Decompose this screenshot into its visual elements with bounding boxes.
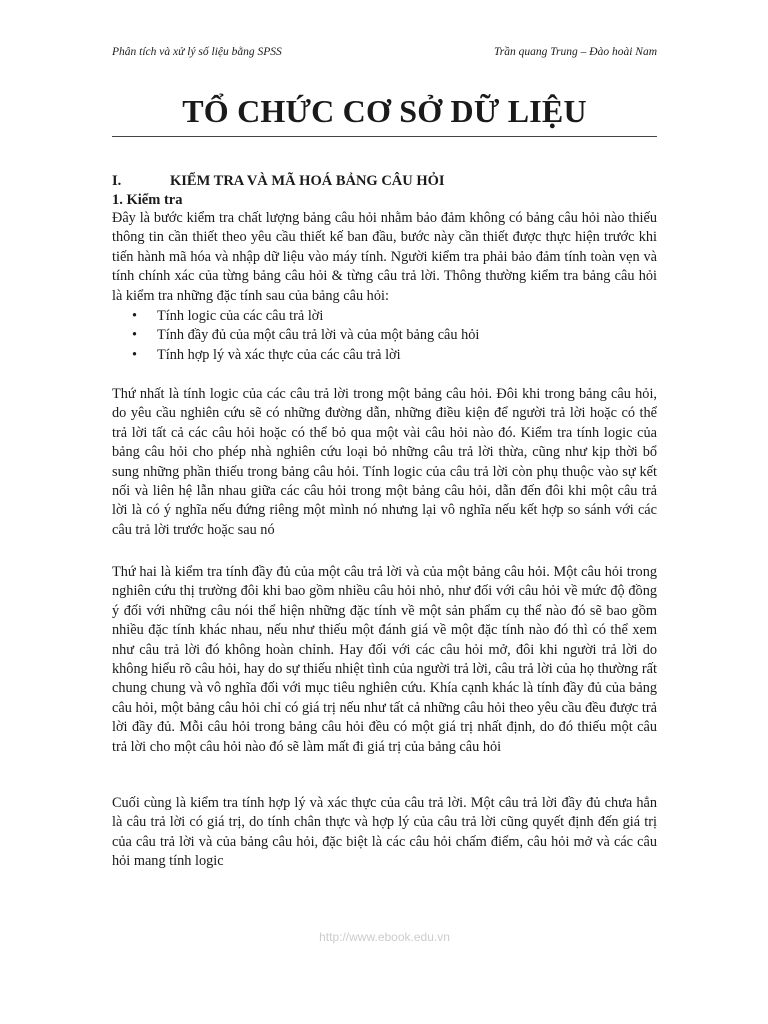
paragraph-logic: Thứ nhất là tính logic của các câu trả lời trong một bảng câu hỏi. Đôi khi trong bảng câu hỏi, do yêu cầu nghiên cứu sẽ có những đường dẫn, những điều kiện để người trả lời hoặc có thể trả lời tất cả các câu hỏi hoặc có thể bỏ qua một vài câu hỏi nào đó. Kiểm tra tính logic của bảng câu hỏi cho phép nhà nghiên cứu loại bỏ những câu trả lời thừa, cũng như kịp thời bổ sung những phần thiếu trong bảng câu hỏi. Tính logic của câu trả lời còn phụ thuộc vào sự kết nối và liên hệ lẫn nhau giữa các câu hỏi trong một bảng câu hỏi, dẫn đến đôi khi một câu trả lời là có ý nghĩa nếu đứng riêng một mình nó nhưng lại vô nghĩa nếu kết hợp so sánh với các câu trả lời trước hoặc sau nó — [112, 386, 657, 538]
footer-url: http://www.ebook.edu.vn — [319, 930, 450, 944]
paragraph-validity: Cuối cùng là kiểm tra tính hợp lý và xác thực của câu trả lời. Một câu trả lời đầy đủ chưa hẳn là câu trả lời có giá trị, do tính chân thực và hợp lý của câu trả lời cũng quyết định đến giá trị của câu trả lời và của bảng câu hỏi, đặc biệt là các câu hỏi chấm điểm, câu hỏi mở và các câu hỏi mang tính logic — [112, 795, 657, 870]
paragraph-completeness: Thứ hai là kiểm tra tính đầy đủ của một câu trả lời và của một bảng câu hỏi. Một câu hỏi trong nghiên cứu thị trường đôi khi bao gồm nhiều câu hỏi nhỏ, như đối với câu hỏi về mức độ đồng ý đối với những câu nói thể hiện những đặc tính về một sản phẩm cụ thể nào đó sẽ bao gồm nhiều đặc tính khác nhau, nếu như thiếu một đánh giá về một đặc tính nào đó thì có thể xem như câu trả lời đó không hoàn chỉnh. Hay đối với các câu hỏi mở, đôi khi người trả lời do không hiểu rõ câu hỏi, hay do sự thiếu nhiệt tình của người trả lời, câu trả lời của họ thường rất chung chung và vô nghĩa đối với mục tiêu nghiên cứu. Khía cạnh khác là tính đầy đủ của bảng câu hỏi, một bảng câu hỏi chỉ có giá trị nếu như tất cả những câu hỏi theo yêu cầu đều được trả lời đầy đủ. Mỗi câu hỏi trong bảng câu hỏi đều có một giá trị nhất định, do đó thiếu một câu trả lời cho một câu hỏi nào đó sẽ làm mất đi giá trị của bảng câu hỏi — [112, 564, 657, 755]
title-divider — [112, 136, 657, 137]
paragraph-intro: Đây là bước kiểm tra chất lượng bảng câu hỏi nhằm bảo đảm không có bảng câu hỏi nào thiếu thông tin cần thiết theo yêu cầu thiết kế ban đầu, bước này cần thiết được thực hiện trước khi tiến hành mã hóa và nhập dữ liệu vào máy tính. Người kiểm tra phải bảo đảm tính toàn vẹn và tính chính xác của từng bảng câu hỏi & từng câu trả lời. Thông thường kiểm tra bảng câu hỏi là kiểm tra những đặc tính sau của bảng câu hỏi: — [112, 210, 657, 304]
section-heading — [112, 173, 657, 190]
bullet-item — [112, 307, 479, 326]
bullet-list — [112, 307, 479, 365]
header-left: Phân tích và xử lý số liệu bằng SPSS — [112, 46, 282, 58]
bullet-text: Tính hợp lý và xác thực của các câu trả lời — [157, 346, 401, 363]
page-header — [112, 46, 657, 58]
page-title: TỔ CHỨC CƠ SỞ DỮ LIỆU — [182, 93, 587, 129]
bullet-item — [112, 326, 479, 345]
bullet-icon: • — [132, 346, 138, 363]
bullet-text: Tính logic của các câu trả lời — [157, 308, 324, 324]
bullet-icon: • — [132, 308, 138, 324]
section-title: KIỂM TRA VÀ MÃ HOÁ BẢNG CÂU HỎI — [170, 173, 445, 189]
subsection-heading: 1. Kiểm tra — [112, 192, 183, 208]
bullet-icon: • — [132, 327, 138, 344]
bullet-item — [112, 346, 479, 365]
section-number: I. — [112, 173, 122, 189]
bullet-text: Tính đầy đủ của một câu trả lời và của một bảng câu hỏi — [157, 327, 480, 344]
header-right: Trần quang Trung – Đào hoài Nam — [494, 46, 657, 58]
document-page — [112, 0, 657, 1024]
